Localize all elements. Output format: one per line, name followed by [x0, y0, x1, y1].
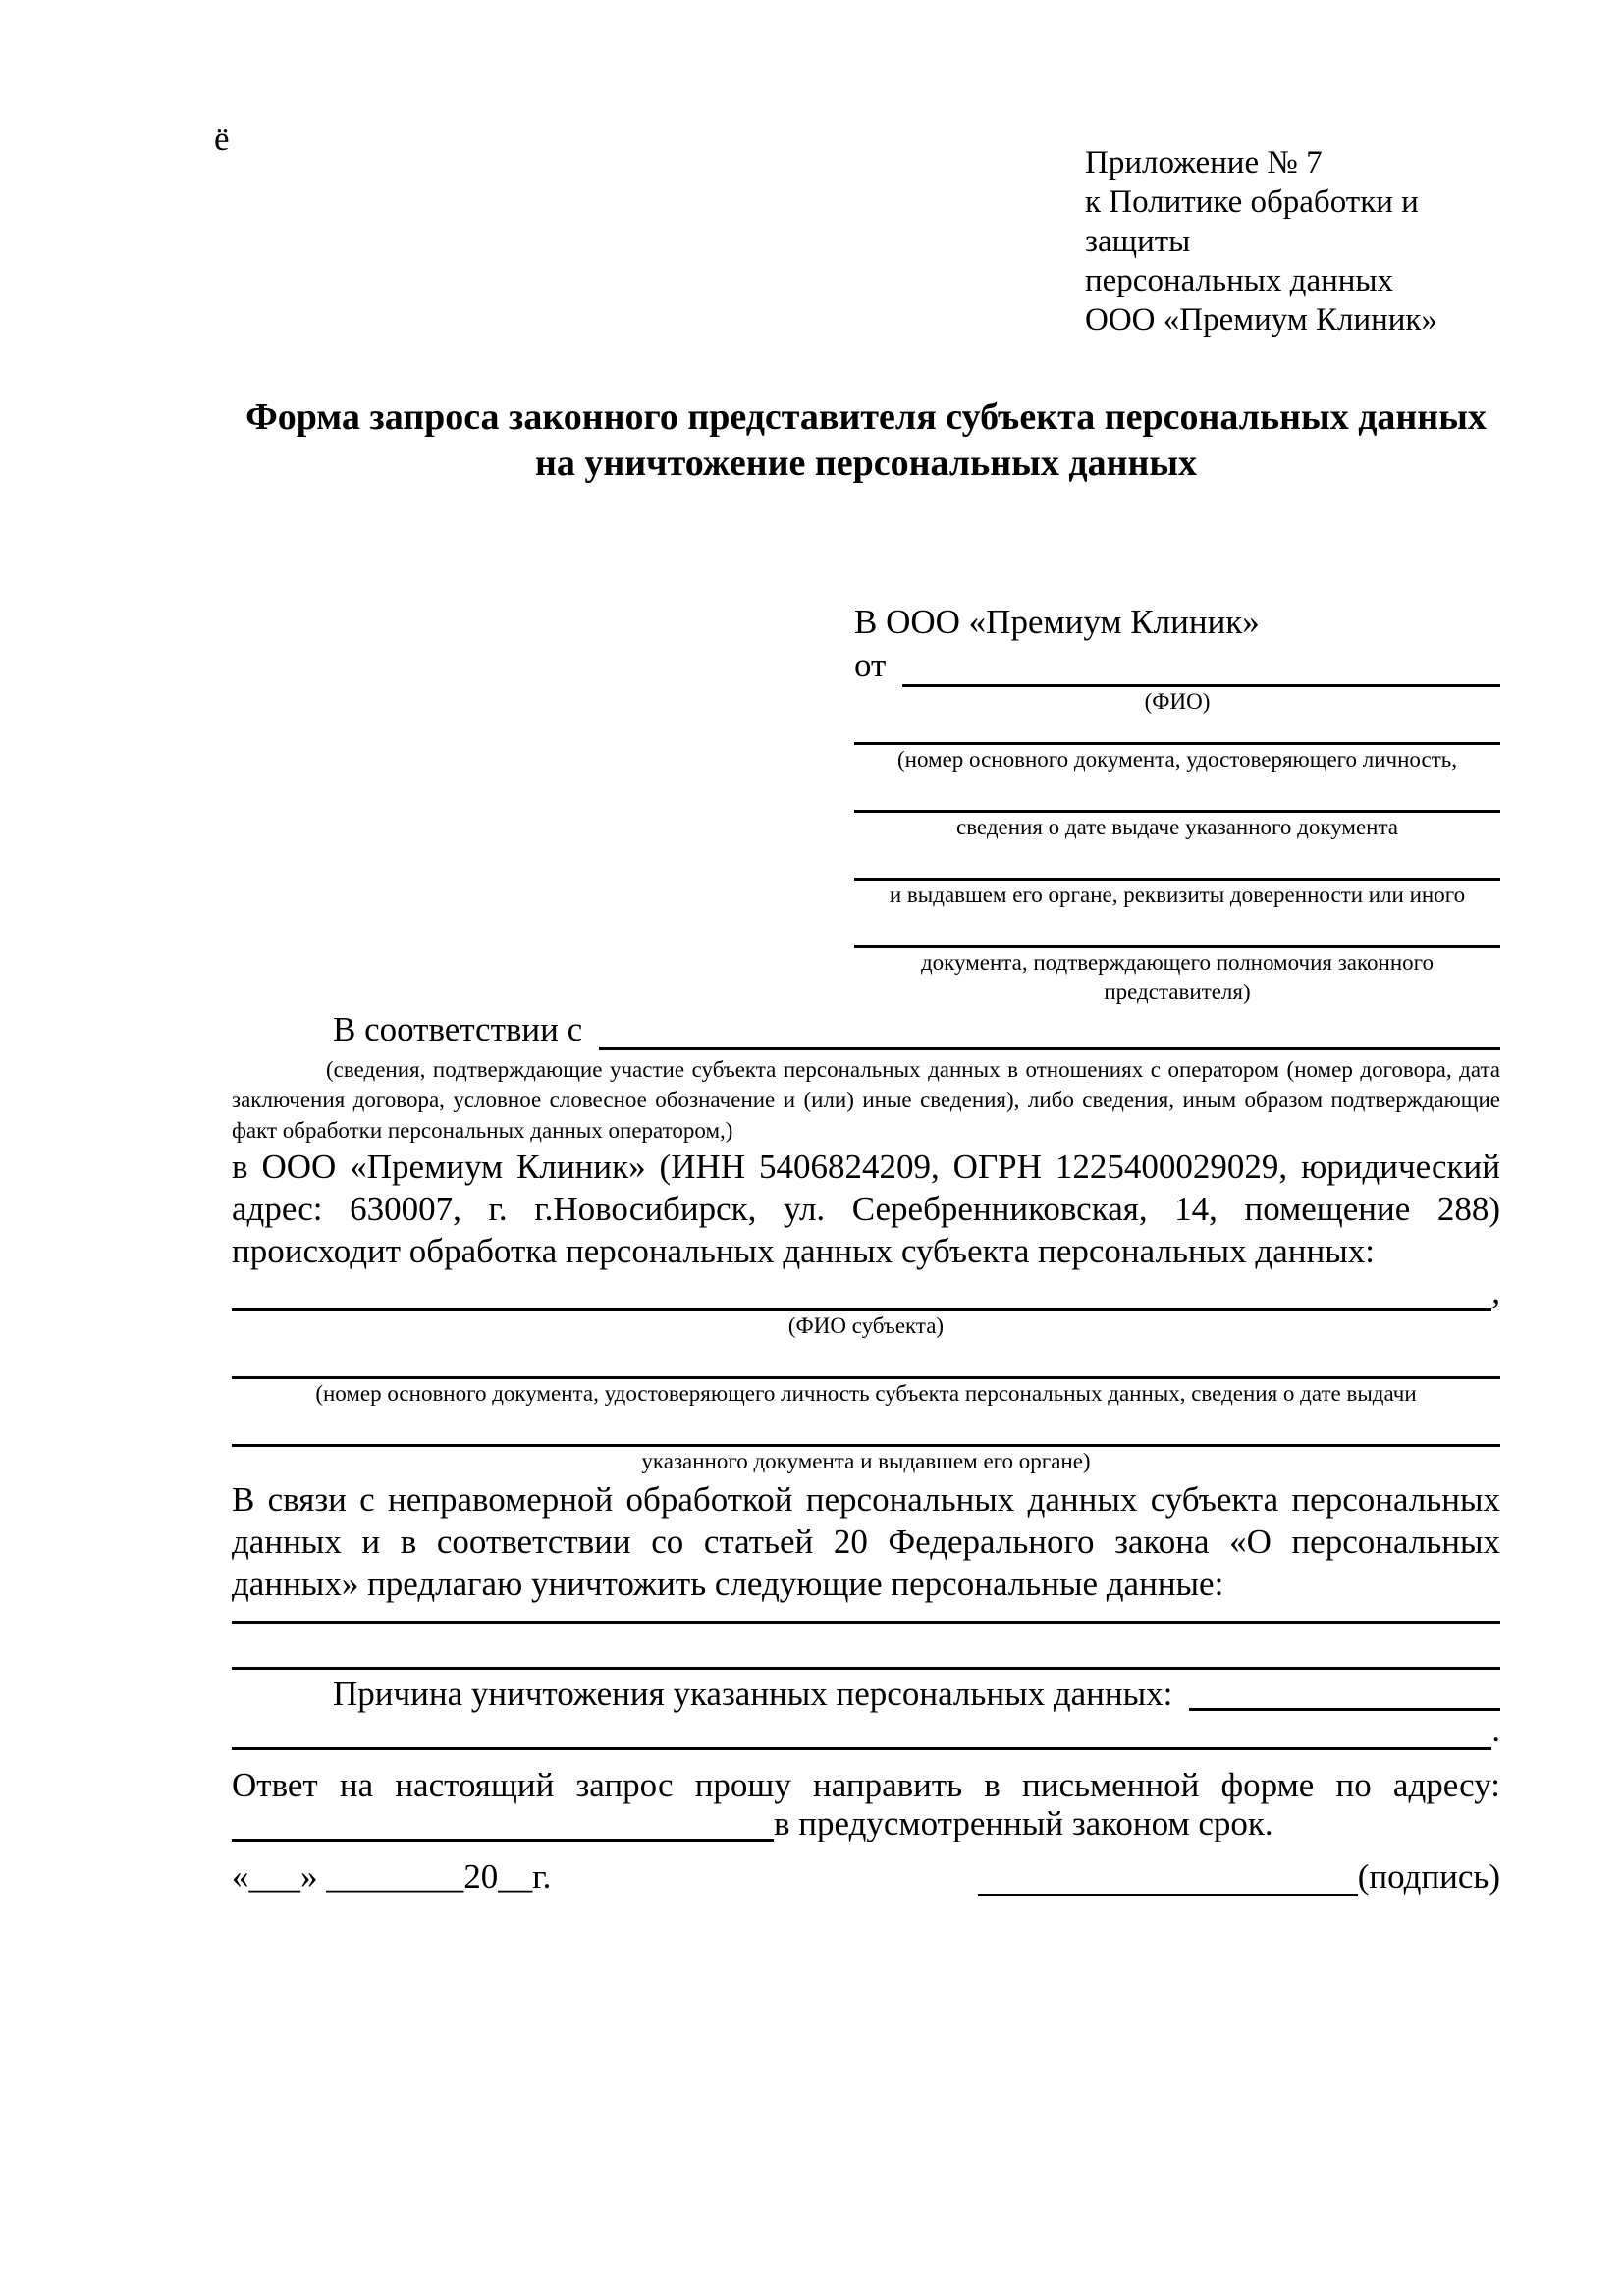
reason-lead: Причина уничтожения указанных персональных данных:	[333, 1675, 1182, 1713]
blank-line-accordance	[599, 1047, 1500, 1050]
date-line: «___» ________20__г.	[232, 1857, 552, 1896]
reason-continued-row	[232, 1711, 1500, 1750]
field-caption: документа, подтверждающего полномочия законного представителя)	[920, 950, 1434, 1004]
blank-line-data-to-destroy-2	[232, 1624, 1500, 1670]
operator-paragraph: в ООО «Премиум Клиник» (ИНН 5406824209, ОГРН 1225400029029, юридический адрес: 630007, г. г.Новосибирск, ул. Серебренниковская, 14, помещение 288) происходит обработка персональных данных субъекта персональных данных:	[232, 1148, 1500, 1270]
accordance-row	[232, 1009, 1500, 1050]
subject-doc-caption: (номер основного документа, удостоверяющего личность субъекта персональных данных, сведения о дате выдачи	[315, 1381, 1417, 1406]
blank-line-subject-document-authority	[232, 1409, 1500, 1447]
subject-doc-caption: указанного документа и выдавшем его органе)	[641, 1449, 1091, 1473]
accordance-caption: (сведения, подтверждающие участие субъекта персональных данных в отношениях с оператором (номер договора, дата заключения договора, условное словесное обозначение и (или) иные сведения), либо сведения, иным образом подтверждающие факт обработки персональных данных оператором,)	[232, 1057, 1500, 1143]
subject-fio-row	[232, 1272, 1500, 1311]
addressee-from-row	[854, 644, 1500, 687]
field-caption: (номер основного документа, удостоверяющего личность,	[896, 747, 1457, 772]
reply-tail: в предусмотренный законом срок.	[774, 1804, 1273, 1842]
reply-address-row	[232, 1806, 1500, 1842]
appendix-header-line: Приложение № 7	[1085, 145, 1323, 181]
document-title	[232, 395, 1500, 487]
blank-line-reason	[1189, 1708, 1500, 1711]
appendix-header-line: ООО «Премиум Клиник»	[1085, 302, 1437, 338]
fio-caption: (ФИО)	[1144, 689, 1211, 714]
appendix-header-line: персональных данных	[1085, 263, 1394, 298]
stray-char: ё	[214, 120, 230, 158]
blank-line-document-issue-date	[854, 774, 1500, 813]
field-caption: и выдавшем его органе, реквизиты доверенности или иного	[889, 882, 1466, 907]
reply-paragraph: Ответ на настоящий запрос прошу направить в письменной форме по адресу:	[232, 1766, 1500, 1804]
body-block	[232, 1009, 1500, 1842]
document-title-line1: Форма запроса законного представителя субъекта персональных данных	[245, 397, 1487, 438]
comma: ,	[1491, 1272, 1500, 1310]
addressee-block	[854, 601, 1500, 1007]
appendix-header	[1085, 143, 1509, 340]
reason-row	[232, 1675, 1500, 1713]
field-caption: сведения о дате выдаче указанного документа	[955, 815, 1399, 839]
blank-line-data-to-destroy-1	[232, 1605, 1500, 1624]
appendix-header-line: к Политике обработки и защиты	[1085, 185, 1419, 259]
document-title-line2: на уничтожение персональных данных	[534, 443, 1198, 484]
blank-line-signature	[978, 1894, 1358, 1896]
period: .	[1491, 1711, 1500, 1749]
addressee-to: В ООО «Премиум Клиник»	[854, 603, 1260, 641]
destruction-paragraph: В связи с неправомерной обработкой персональных данных субъекта персональных данных и в соответствии со статьей 20 Федерального закона «О персональных данных» предлагаю уничтожить следующие персональные данные:	[232, 1480, 1500, 1603]
footer-row	[232, 1853, 1500, 1896]
blank-line-reason-continued	[232, 1724, 1491, 1750]
blank-line-authority-document	[854, 910, 1500, 948]
blank-line-reply-address	[232, 1839, 774, 1842]
blank-line-subject-document	[232, 1341, 1500, 1379]
signature-caption: (подпись)	[1357, 1857, 1500, 1896]
blank-line-issuing-authority	[854, 842, 1500, 881]
accordance-lead: В соответствии с	[333, 1010, 591, 1048]
subject-fio-caption: (ФИО субъекта)	[787, 1313, 945, 1338]
from-label: от	[854, 646, 895, 684]
signature-group	[970, 1857, 1500, 1896]
blank-line-representative-document	[854, 717, 1500, 745]
